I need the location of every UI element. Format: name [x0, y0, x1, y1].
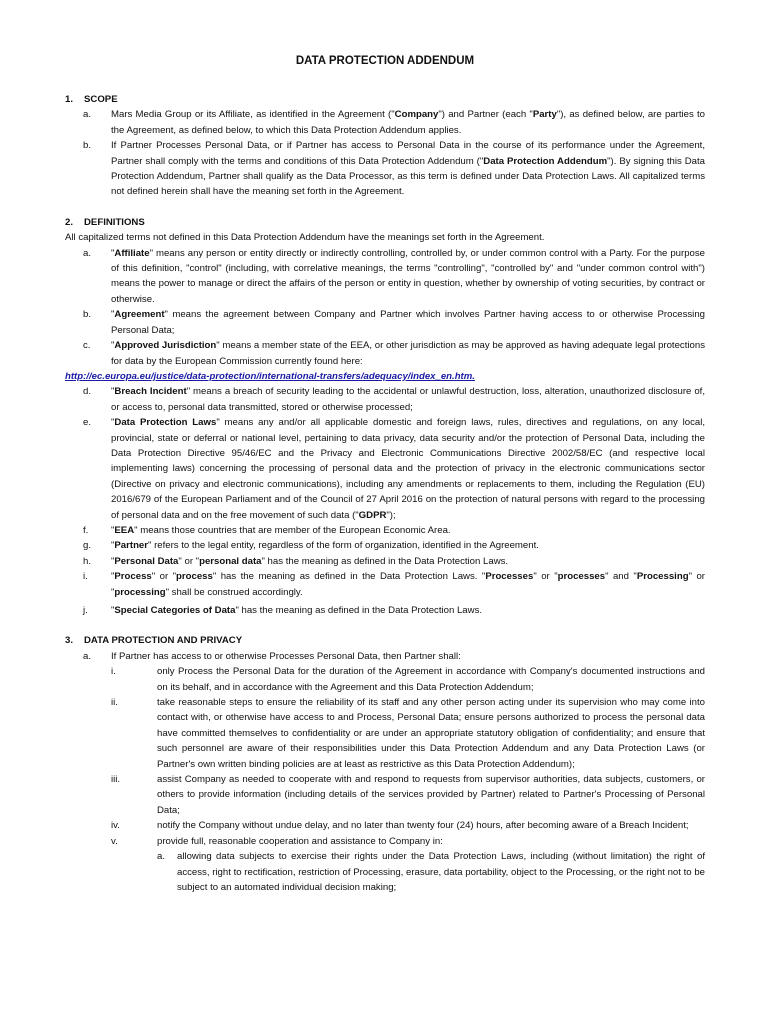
item-text: "Affiliate" means any person or entity directly or indirectly controlling, controlled by, or under common control with a Party. For the purpose of this definition, "control" (including, with correlative meanings, the terms "controlling", "controlled by" and "under common control with") means the power to manage or direct the affairs of the person or entity in question, whether by ownership of voting securities, by contract or otherwise.: [111, 247, 705, 305]
document-title: DATA PROTECTION ADDENDUM: [295, 55, 475, 67]
item-text: "Agreement" means the agreement between Company and Partner which involves Partner having access to or otherwise Processing Personal Data;: [111, 309, 705, 336]
definition-affiliate: [65, 246, 705, 308]
item-text: take reasonable steps to ensure the reliability of its staff and any other person acting under its supervision who may come into contact with, or otherwise have access to and Process, Personal Data; ensure persons authorized to process the personal data have committed themselves to confidentiality or are under an appropriate statutory obligation of confidentiality; and ensure that such personnel are aware of their responsibilities under this Data Protection Addendum and any Data Protection Laws (or Partner's own written binding policies are at least as restrictive as this Data Protection Addendum);: [157, 697, 705, 770]
section-number: 3.: [65, 635, 74, 647]
section-scope: [65, 92, 705, 200]
item-marker: h.: [83, 555, 92, 567]
section-heading: [65, 633, 705, 648]
privacy-item-ii: [65, 695, 705, 772]
item-marker: e.: [83, 417, 92, 429]
privacy-item-iii: [65, 772, 705, 818]
item-text: provide full, reasonable cooperation and assistance to Company in:: [157, 835, 443, 847]
item-text: Mars Media Group or its Affiliate, as identified in the Agreement ("Company") and Partner (each "Party"), as defined below, are parties to the Agreement, as defined below, to which this Data Protection Addendum applies.: [111, 109, 705, 136]
definition-agreement: [65, 307, 705, 338]
item-marker: c.: [83, 340, 91, 352]
item-marker: a.: [83, 247, 92, 259]
section-title: DEFINITIONS: [84, 216, 145, 228]
scope-item-b: [65, 138, 705, 200]
definition-data-protection-laws: [65, 415, 705, 523]
item-marker: d.: [83, 386, 92, 398]
item-text: If Partner has access to or otherwise Processes Personal Data, then Partner shall:: [111, 650, 461, 662]
item-marker: g.: [83, 540, 92, 552]
item-marker: b.: [83, 140, 92, 152]
item-marker: i.: [83, 571, 88, 583]
definition-personal-data: [65, 554, 705, 569]
definition-eea: [65, 523, 705, 538]
privacy-item-iv: [65, 818, 705, 833]
item-text: "Approved Jurisdiction" means a member state of the EEA, or other jurisdiction as may be approved as having adequate legal protections for data by the European Commission currently found here:: [111, 340, 705, 367]
definition-process: [65, 569, 705, 600]
adequacy-link[interactable]: http://ec.europa.eu/justice/data-protection/international-transfers/adequacy/index_en.htm.: [65, 370, 475, 382]
item-text: "Data Protection Laws" means any and/or all applicable domestic and foreign laws, rules, directives and regulations, on any local, provincial, state or deferral or national level, pertaining to data privacy, data security and/or the protection of Personal Data, including the Data Protection Directive 95/46/EC and the Privacy and Electronic Communications Directive 2002/58/EC (and respective local implementing laws) concerning the processing of personal data and the protection of privacy in the electronic communications sector (Directive on privacy and electronic communications), including any amendments or replacements to them, including the Regulation (EU) 2016/679 of the European Parliament and of the Council of 27 April 2016 on the protection of natural persons with regard to the processing of personal data and on the free movement of such data ("GDPR");: [111, 417, 706, 521]
item-text: allowing data subjects to exercise their rights under the Data Protection Laws, including (without limitation) the right of access, right to rectification, restriction of Processing, erasure, data portability, object to the Processing, or the right not to be subject to an automated individual decision making;: [177, 851, 705, 893]
privacy-item-v: [65, 834, 705, 849]
definitions-intro: All capitalized terms not defined in this Data Protection Addendum have the meanings set forth in the Agreement.: [65, 232, 545, 244]
section-heading: [65, 215, 705, 230]
definition-approved-jurisdiction: [65, 338, 705, 369]
item-text: "Process" or "process" has the meaning as defined in the Data Protection Laws. "Processes" or "processes" and "Processing" or "processing" shall be construed accordingly.: [111, 571, 705, 598]
item-text: "Breach Incident" means a breach of security leading to the accidental or unlawful destruction, loss, alteration, unauthorized disclosure of, or access to, personal data transmitted, stored or otherwise processed;: [111, 386, 705, 413]
item-marker: iv.: [111, 820, 120, 832]
document-body: [65, 52, 705, 910]
item-marker: ii.: [111, 697, 118, 709]
item-marker: v.: [111, 835, 118, 847]
section-number: 1.: [65, 94, 74, 105]
section-title: SCOPE: [84, 94, 118, 105]
item-text: "Special Categories of Data" has the meaning as defined in the Data Protection Laws.: [111, 605, 483, 616]
item-marker: a.: [157, 851, 166, 863]
privacy-item-i: [65, 664, 705, 695]
item-text: If Partner Processes Personal Data, or if Partner has access to Personal Data in the course of its performance under the Agreement, Partner shall comply with the terms and conditions of this Data Protection Addendum ("Data Protection Addendum"). By signing this Data Protection Addendum, Partner shall qualify as the Data Processor, as this term is defined under Data Protection Laws. All capitalized terms not defined herein shall have the meaning set forth in the Agreement.: [111, 140, 705, 198]
item-marker: i.: [111, 666, 116, 678]
item-marker: f.: [83, 524, 89, 536]
item-marker: a.: [83, 650, 92, 662]
section-heading: [65, 92, 705, 107]
item-marker: b.: [83, 309, 92, 321]
item-text: "Partner" refers to the legal entity, regardless of the form of organization, identified in the Agreement.: [111, 540, 539, 552]
privacy-item-a: [65, 649, 705, 664]
item-text: "Personal Data" or "personal data" has the meaning as defined in the Data Protection Laws.: [111, 555, 509, 567]
item-text: notify the Company without undue delay, and no later than twenty four (24) hours, after becoming aware of a Breach Incident;: [157, 820, 689, 832]
adequacy-link-line: [65, 369, 705, 384]
section-data-protection: [65, 633, 705, 895]
scope-item-a: [65, 107, 705, 138]
privacy-item-v-a: [65, 849, 705, 895]
section-number: 2.: [65, 216, 74, 228]
definition-partner: [65, 538, 705, 553]
definition-special-categories: [65, 603, 705, 618]
item-text: only Process the Personal Data for the duration of the Agreement in accordance with Company's documented instructions and on its behalf, and in accordance with the Agreement and this Data Protection Addendum;: [157, 666, 705, 693]
definition-breach-incident: [65, 384, 705, 415]
section-definitions: [65, 215, 705, 619]
item-marker: a.: [83, 109, 92, 121]
item-text: "EEA" means those countries that are member of the European Economic Area.: [111, 524, 451, 536]
item-marker: j.: [83, 605, 88, 616]
item-text: assist Company as needed to cooperate with and respond to requests from supervisor authorities, data subjects, customers, or others to provide information (including details of the services provided by Partner) related to Partner's Processing of Personal Data;: [157, 774, 705, 816]
item-marker: iii.: [111, 774, 121, 786]
section-title: DATA PROTECTION AND PRIVACY: [84, 635, 243, 647]
